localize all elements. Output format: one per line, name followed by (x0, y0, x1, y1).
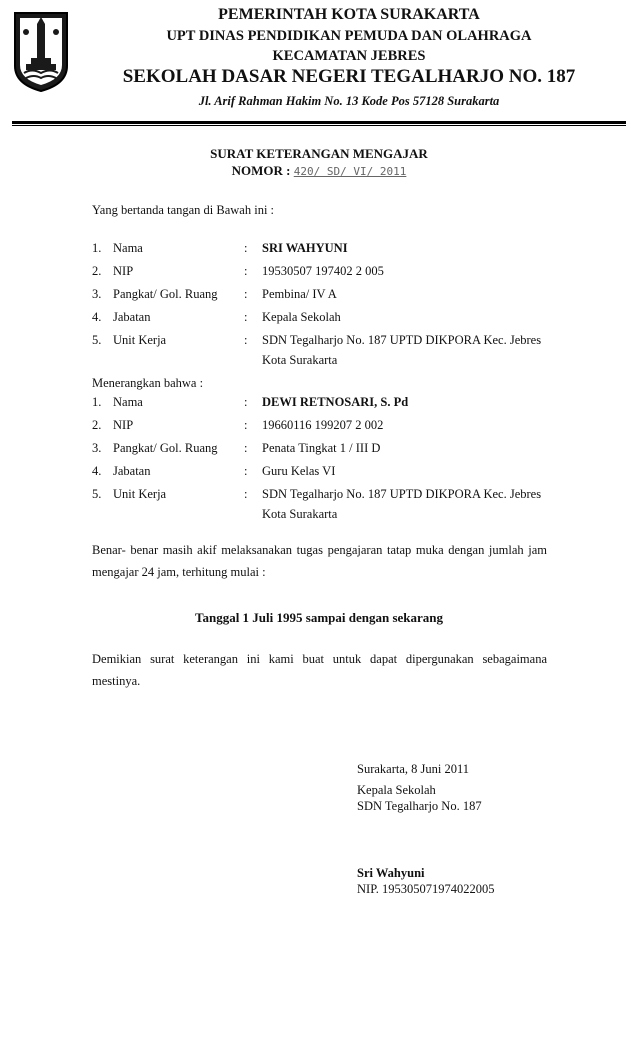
subject-colon: : (244, 418, 248, 432)
signer-colon: : (244, 264, 248, 278)
subject-colon: : (244, 487, 248, 501)
subject-num: 2. (92, 418, 102, 432)
signer-num: 2. (92, 264, 102, 278)
signer-colon: : (244, 310, 248, 324)
signer-position-value: Kepala Sekolah (262, 310, 341, 324)
header-school-name: SEKOLAH DASAR NEGERI TEGALHARJO NO. 187 (122, 66, 576, 87)
signer-nip-value: 19530507 197402 2 005 (262, 264, 384, 278)
subject-position-value: Guru Kelas VI (262, 464, 336, 478)
signer-rank-value: Pembina/ IV A (262, 287, 337, 301)
header-government: PEMERINTAH KOTA SURAKARTA (218, 6, 480, 23)
subject-label: Nama (113, 395, 143, 409)
menerangkan-text: Menerangkan bahwa : (92, 376, 204, 390)
signer-num: 1. (92, 241, 102, 255)
signature-nip: NIP. 195305071974022005 (357, 882, 495, 896)
subject-colon: : (244, 464, 248, 478)
subject-unit-value: SDN Tegalharjo No. 187 UPTD DIKPORA Kec. Jebres (262, 487, 542, 501)
subject-name-value: DEWI RETNOSARI, S. Pd (262, 395, 409, 409)
subject-label: Pangkat/ Gol. Ruang (113, 441, 218, 455)
signer-label: Pangkat/ Gol. Ruang (113, 287, 218, 301)
nomor-label: NOMOR : (231, 163, 291, 178)
signer-unit-value: SDN Tegalharjo No. 187 UPTD DIKPORA Kec. Jebres (262, 333, 542, 347)
subject-label: Jabatan (113, 464, 151, 478)
subject-nip-value: 19660116 199207 2 002 (262, 418, 384, 432)
signer-num: 3. (92, 287, 102, 301)
subject-colon: : (244, 395, 248, 409)
document-title: SURAT KETERANGAN MENGAJAR (210, 146, 428, 161)
signer-num: 5. (92, 333, 102, 347)
letterhead-divider-thin (12, 125, 626, 126)
signer-colon: : (244, 287, 248, 301)
signer-label: NIP (113, 264, 134, 278)
subject-rank-value: Penata Tingkat 1 / III D (262, 441, 381, 455)
date-range-statement: Tanggal 1 Juli 1995 sampai dengan sekarang (194, 610, 444, 625)
header-department: UPT DINAS PENDIDIKAN PEMUDA DAN OLAHRAGA (166, 28, 532, 44)
signature-position: Kepala Sekolah (357, 783, 436, 797)
signer-colon: : (244, 333, 248, 347)
subject-num: 4. (92, 464, 102, 478)
header-address: Jl. Arif Rahman Hakim No. 13 Kode Pos 57128 Surakarta (198, 94, 500, 108)
nomor-value: 420/ SD/ VI/ 2011 (293, 165, 407, 178)
document-number (0, 163, 638, 179)
signature-place-date: Surakarta, 8 Juni 2011 (357, 762, 470, 776)
signer-label: Jabatan (113, 310, 151, 324)
signature-school: SDN Tegalharjo No. 187 (357, 799, 482, 813)
subject-unit-value-cont: Kota Surakarta (262, 507, 338, 521)
signer-name-value: SRI WAHYUNI (262, 241, 348, 255)
signer-colon: : (244, 241, 248, 255)
statement-paragraph: Benar- benar masih akif melaksanakan tugas pengajaran tatap muka dengan jumlah jam mengajar 24 jam, terhitung mulai : (92, 543, 547, 579)
subject-label: NIP (113, 418, 134, 432)
signer-label: Unit Kerja (113, 333, 167, 347)
subject-label: Unit Kerja (113, 487, 167, 501)
subject-num: 1. (92, 395, 102, 409)
intro-text: Yang bertanda tangan di Bawah ini : (92, 203, 275, 217)
header-district: KECAMATAN JEBRES (272, 48, 426, 64)
subject-num: 5. (92, 487, 102, 501)
signature-name: Sri Wahyuni (357, 866, 425, 880)
signer-label: Nama (113, 241, 143, 255)
signer-num: 4. (92, 310, 102, 324)
closing-paragraph: Demikian surat keterangan ini kami buat untuk dapat dipergunakan sebagaimana mestinya. (92, 652, 547, 688)
signer-unit-value-cont: Kota Surakarta (262, 353, 338, 367)
subject-colon: : (244, 441, 248, 455)
letterhead-divider-thick (12, 121, 626, 124)
subject-num: 3. (92, 441, 102, 455)
